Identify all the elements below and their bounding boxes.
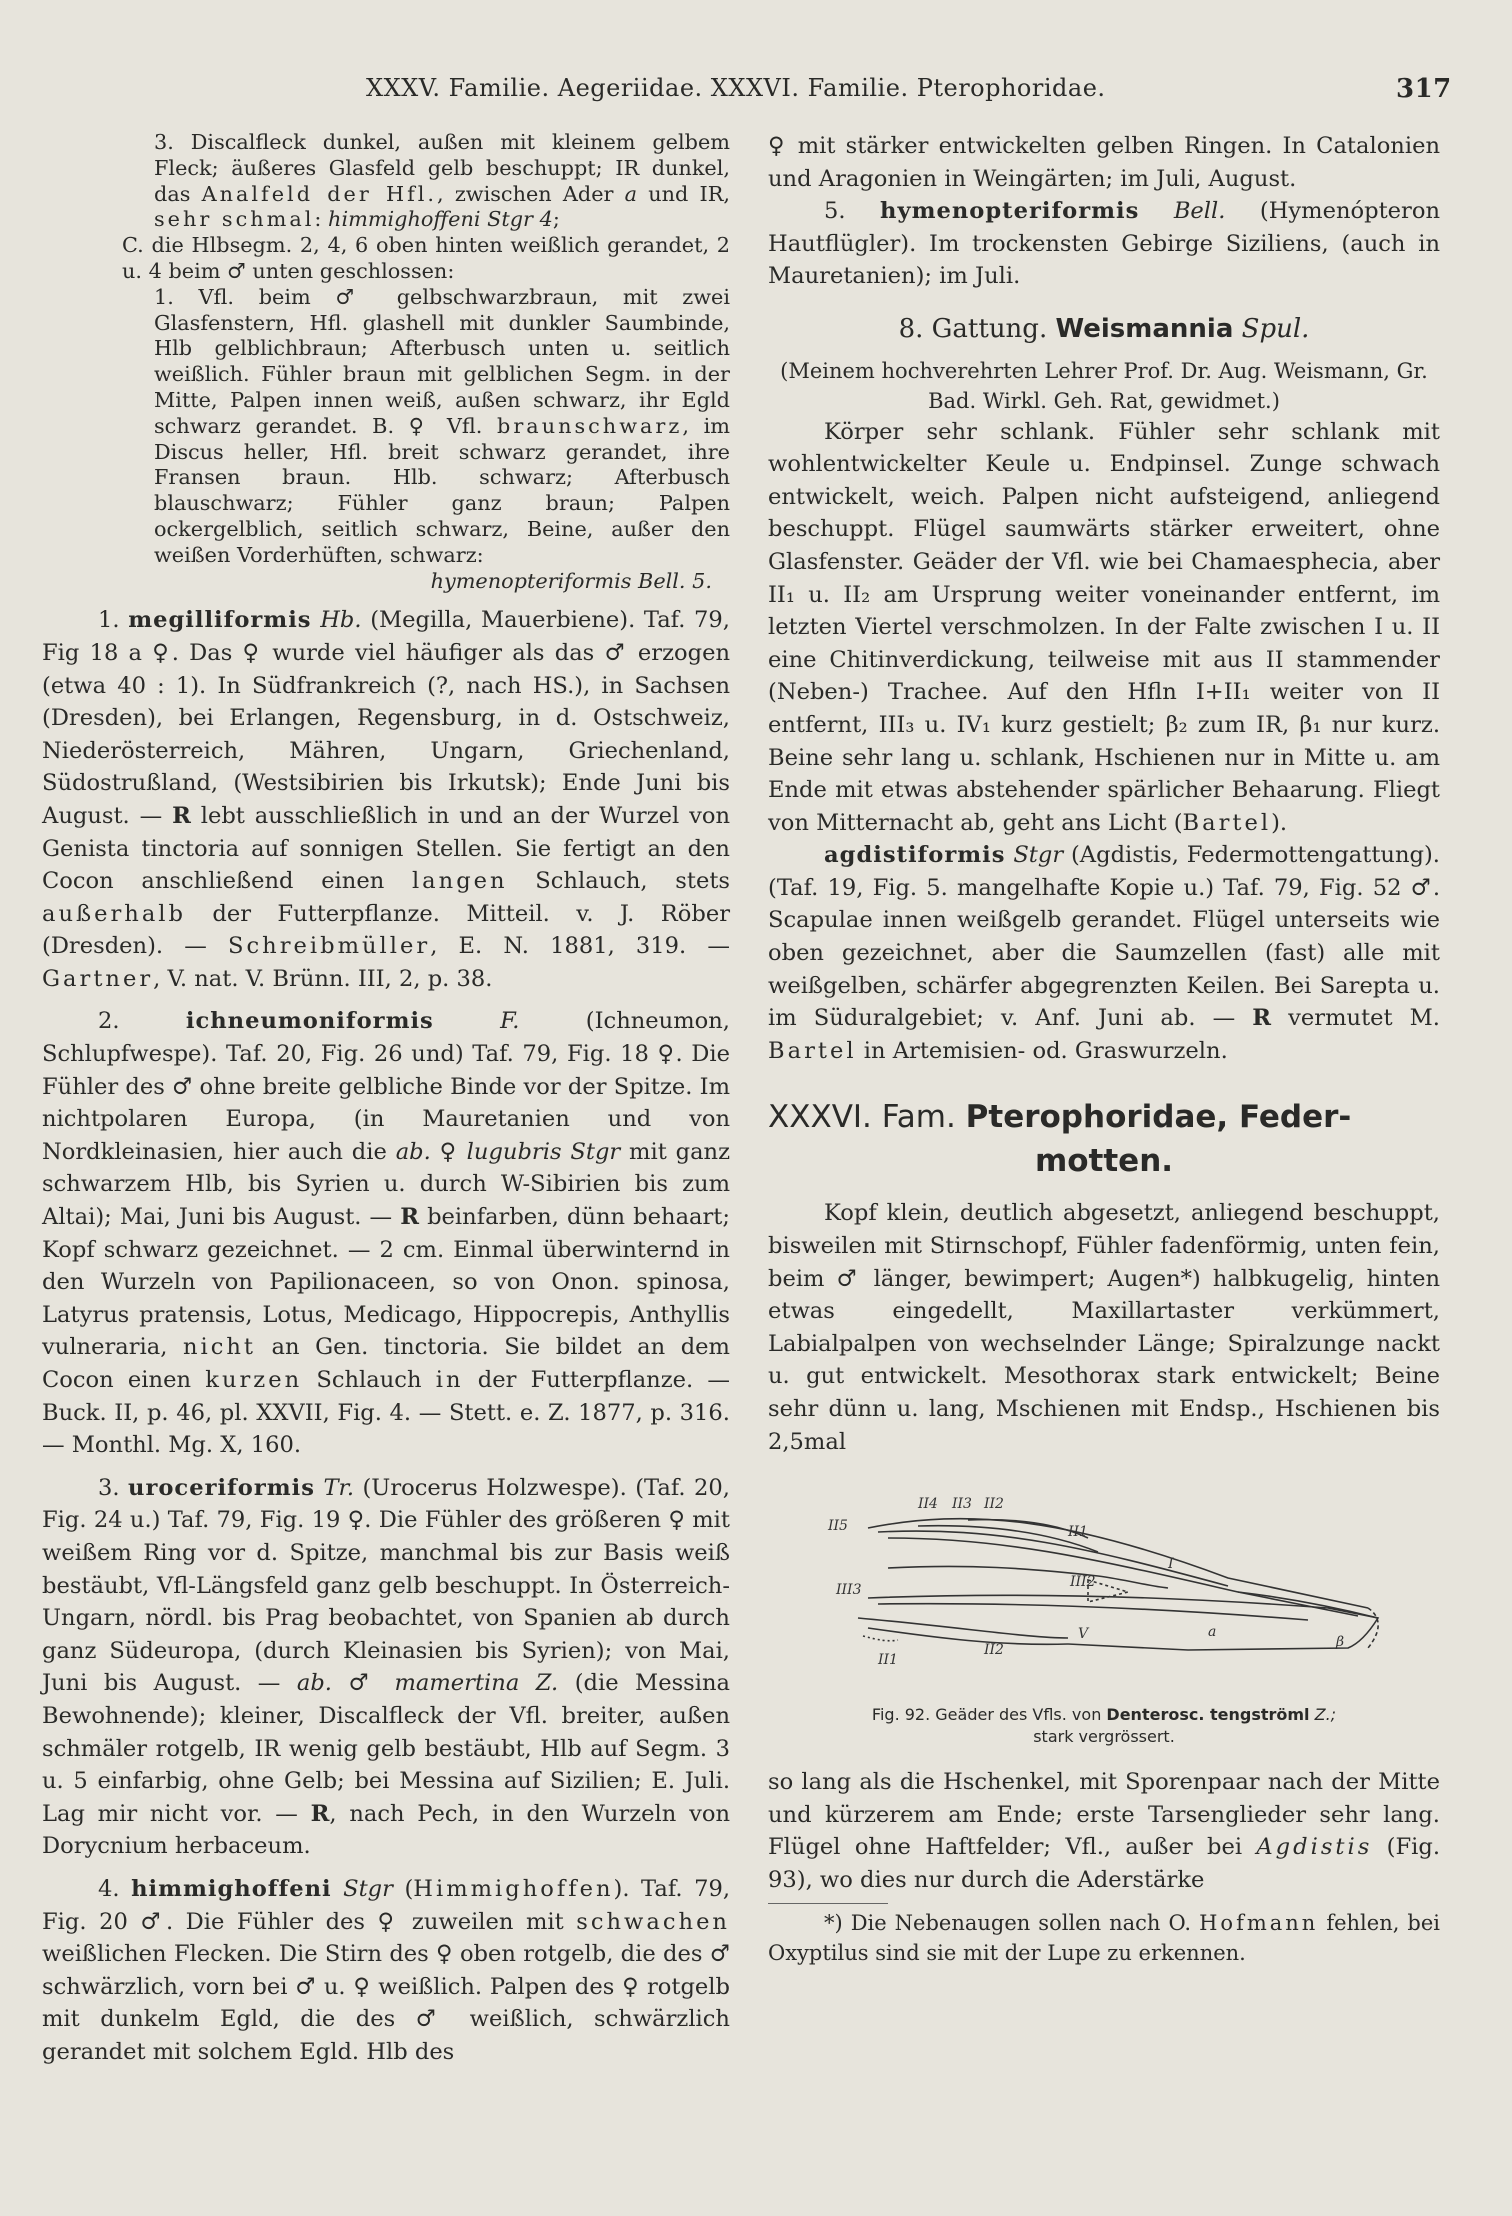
family-heading: XXXVI. Fam. Pterophoridae, Feder- motten.	[768, 1099, 1352, 1180]
fig-label: II2	[984, 1496, 1004, 1513]
species-entry-hymenopteriformis: 5. hymenopteriformis Bell. (Hymenópteron Hautflügler). Im trockensten Gebirge Siziliens, (auch in Mauretanien); im Juli.	[768, 198, 1440, 290]
fig-label: II3	[952, 1496, 972, 1513]
fig-label: III2	[1070, 1574, 1096, 1591]
species-entry-megilliformis: 1. megilliformis Hb. (Megilla, Mauerbiene). Taf. 79, Fig 18 a ♀. Das ♀ wurde viel häufiger als das ♂ erzogen (etwa 40 : 1). In Südfrankreich (?, nach HS.), in Sachsen (Dresden), bei Erlangen, Regensburg, in d. Ostschweiz, Niederösterreich, Mähren, Ungarn, Griechenland, Südostrußland, (Westsibirien bis Irkutsk); Ende Juni bis August. — R lebt ausschließlich in und an der Wurzel von Genista tinctoria auf sonnigen Stellen. Sie fertigt an den Cocon anschließend einen langen Schlauch, stets außerhalb der Futterpflanze. Mitteil. v. J. Röber (Dresden). — Schreibmüller, E. N. 1881, 319. — Gartner, V. nat. V. Brünn. III, 2, p. 38.	[42, 607, 731, 992]
family-description: Kopf klein, deutlich abgesetzt, anliegend beschuppt, bisweilen mit Stirnschopf, Fühler fadenförmig, unten fein, beim ♂ länger, bewimpert; Augen*) halbkugelig, hinten etwas eingedellt, Maxillartaster verkümmert, Labialpalpen von wechselnder Länge; Spiralzunge nackt u. gut entwickelt. Mesothorax stark entwickelt; Beine sehr dünn u. lang, Mschienen mit Endsp., Hschienen bis 2,5mal	[768, 1200, 1440, 1455]
left-column	[42, 130, 730, 2068]
genus-heading: 8. Gattung. Weismannia Spul.	[898, 313, 1310, 344]
genus-description: Körper sehr schlank. Fühler sehr schlank mit wohlentwickelter Keule u. Endpinsel. Zunge schwach entwickelt, weich. Palpen nicht aufsteigend, anliegend beschuppt. Flügel saumwärts stärker erweitert, ohne Glasfenster. Geäder der Vfl. wie bei Chamaesphecia, aber II₁ u. II₂ am Ursprung weiter voneinander entfernt, im letzten Viertel verschmolzen. In der Falte zwischen I u. II eine Chitinverdickung, teilweise mit aus II stammender (Neben-) Trachee. Auf den Hfln I+II₁ weiter von II entfernt, III₃ u. IV₁ kurz gestielt; β₂ zum IR, β₁ nur kurz. Beine sehr lang u. schlank, Hschienen nur in Mitte u. am Ende mit etwas abstehender spärlicher Behaarung. Fliegt von Mitternacht ab, geht ans Licht (Bartel).	[768, 418, 1440, 836]
fig-label: β	[1336, 1634, 1345, 1651]
fig-label: a	[1208, 1624, 1217, 1641]
species-name: himmighoffeni	[131, 1875, 332, 1902]
fig-label: V	[1078, 1626, 1089, 1643]
continued-description: so lang als die Hschenkel, mit Sporenpaar nach der Mitte und kürzerem am Ende; erste Tarsenglieder sehr lang. Flügel ohne Haftfelder; Vfl., außer bei Agdistis (Fig. 93), wo dies nur durch die Aderstärke	[768, 1769, 1440, 1893]
key-item-c: C. die Hlbsegm. 2, 4, 6 oben hinten weißlich gerandet, 2 u. 4 beim ♂ unten geschlossen:	[122, 233, 730, 283]
species-entry-agdistiformis: agdistiformis Stgr (Agdistis, Federmottengattung). (Taf. 19, Fig. 5. mangelhafte Kopie u.) Taf. 79, Fig. 52 ♂. Scapulae innen weißgelb gerandet. Flügel unterseits wie oben gezeichnet, aber die Saumzellen (fast) alle mit weißgelben, schärfer abgegrenzten Keilen. Bei Sarepta u. im Süduralgebiet; v. Anf. Juni ab. — R vermutet M. Bartel in Artemisien- od. Graswurzeln.	[768, 842, 1440, 1064]
key-item-3: 3. Discalfleck dunkel, außen mit kleinem gelbem Fleck; äußeres Glasfeld gelb beschuppt; IR dunkel, das Analfeld der Hfl., zwischen Ader a und IR, sehr schmal: himmighoffeni Stgr 4;	[154, 130, 730, 232]
genus-dedication: (Meinem hochverehrten Lehrer Prof. Dr. Aug. Weismann, Gr. Bad. Wirkl. Geh. Rat, gewidmet.)	[780, 358, 1428, 413]
continuation-text: ♀ mit stärker entwickelten gelben Ringen. In Catalonien und Aragonien in Weingärten; im Juli, August.	[768, 133, 1440, 192]
wing-venation-figure	[768, 1468, 1440, 1698]
key-item-1: 1. Vfl. beim ♂ gelbschwarzbraun, mit zwei Glasfenstern, Hfl. glashell mit dunkler Saumbinde, Hlb gelblichbraun; Afterbusch unten u. seitlich weißlich. Fühler braun mit gelblichen Segm. in der Mitte, Palpen innen weiß, außen schwarz, ihr Egld schwarz gerandet. B. ♀ Vfl. braunschwarz, im Discus heller, Hfl. breit schwarz gerandet, ihre Fransen braun. Hlb. schwarz; Afterbusch blauschwarz; Fühler ganz braun; Palpen ockergelblich, seitlich schwarz, Beine, außer den weißen Vorderhüften, schwarz:	[154, 284, 731, 567]
species-entry-himmighoffeni: 4. himmighoffeni Stgr (Himmighoffen). Taf. 79, Fig. 20 ♂. Die Fühler des ♀ zuweilen mit schwachen weißlichen Flecken. Die Stirn des ♀ oben rotgelb, die des ♂ schwärzlich, vorn bei ♂ u. ♀ weißlich. Palpen des ♀ rotgelb mit dunkelm Egld, die des ♂ weißlich, schwärzlich gerandet mit solchem Egld. Hlb des	[42, 1875, 731, 2065]
species-name: ichneumoniformis	[185, 1008, 434, 1035]
running-title: XXXV. Familie. Aegeriidae. XXXVI. Familie. Pterophoridae.	[366, 74, 1106, 102]
species-name: uroceriformis	[128, 1474, 315, 1501]
fig-label: II5	[828, 1518, 848, 1535]
fig-label: I	[1168, 1556, 1174, 1573]
species-name: agdistiformis	[824, 842, 1006, 869]
fig-label: II4	[918, 1496, 938, 1513]
fig-label: II1	[878, 1652, 898, 1669]
page-header	[0, 74, 1512, 108]
species-entry-ichneumoniformis: 2. ichneumoniformis F. (Ichneumon, Schlupfwespe). Taf. 20, Fig. 26 und) Taf. 79, Fig. 18 ♀. Die Fühler des ♂ ohne breite gelbliche Binde vor der Spitze. Im nichtpolaren Europa, (in Mauretanien und von Nordkleinasien, hier auch die ab. ♀ lugubris Stgr mit ganz schwarzem Hlb, bis Syrien u. durch W-Sibirien bis zum Altai); Mai, Juni bis August. — R beinfarben, dünn behaart; Kopf schwarz gezeichnet. — 2 cm. Einmal überwinternd in den Wurzeln von Papilionaceen, so von Onon. spinosa, Latyrus pratensis, Lotus, Medicago, Hippocrepis, Anthyllis vulneraria, nicht an Gen. tinctoria. Sie bildet an dem Cocon einen kurzen Schlauch in der Futterpflanze. — Buck. II, p. 46, pl. XXVII, Fig. 4. — Stett. e. Z. 1877, p. 316. — Monthl. Mg. X, 160.	[42, 1008, 731, 1459]
wing-venation-drawing	[768, 1468, 1440, 1698]
footnote-rule	[768, 1903, 888, 1904]
key-signature: hymenopteriformis Bell. 5.	[430, 568, 712, 593]
fig-label: II1	[1068, 1524, 1088, 1541]
footnote: *) Die Nebenaugen sollen nach O. Hofmann fehlen, bei Oxyptilus sind sie mit der Lupe zu erkennen.	[768, 1910, 1440, 1965]
figure-caption: Fig. 92. Geäder des Vfls. von Denterosc. tengströml Z.; stark vergrössert.	[871, 1705, 1337, 1747]
fig-label: II2	[984, 1642, 1004, 1659]
fig-label: III3	[836, 1582, 862, 1599]
page-number: 317	[1396, 74, 1452, 104]
species-name: megilliformis	[128, 607, 312, 634]
right-column	[768, 130, 1440, 1968]
species-entry-uroceriformis: 3. uroceriformis Tr. (Urocerus Holzwespe). (Taf. 20, Fig. 24 u.) Taf. 79, Fig. 19 ♀. Die Fühler des größeren ♀ mit weißem Ring vor d. Spitze, manchmal bis zur Basis weiß bestäubt, Vfl-Längsfeld ganz gelb beschuppt. In Österreich-Ungarn, nördl. bis Prag beobachtet, von Spanien ab durch ganz Südeuropa, (durch Kleinasien bis Syrien); von Mai, Juni bis August. — ab. ♂ mamertina Z. (die Messina Bewohnende); kleiner, Discalfleck der Vfl. breiter, außen schmäler rotgelb, IR wenig gelb bestäubt, Hlb auf Segm. 3 u. 5 einfarbig, ohne Gelb; bei Messina auf Sizilien; E. Juli. Lag mir nicht vor. — R, nach Pech, in den Wurzeln von Dorycnium herbaceum.	[42, 1474, 731, 1860]
species-name: hymenopteriformis	[880, 198, 1140, 225]
